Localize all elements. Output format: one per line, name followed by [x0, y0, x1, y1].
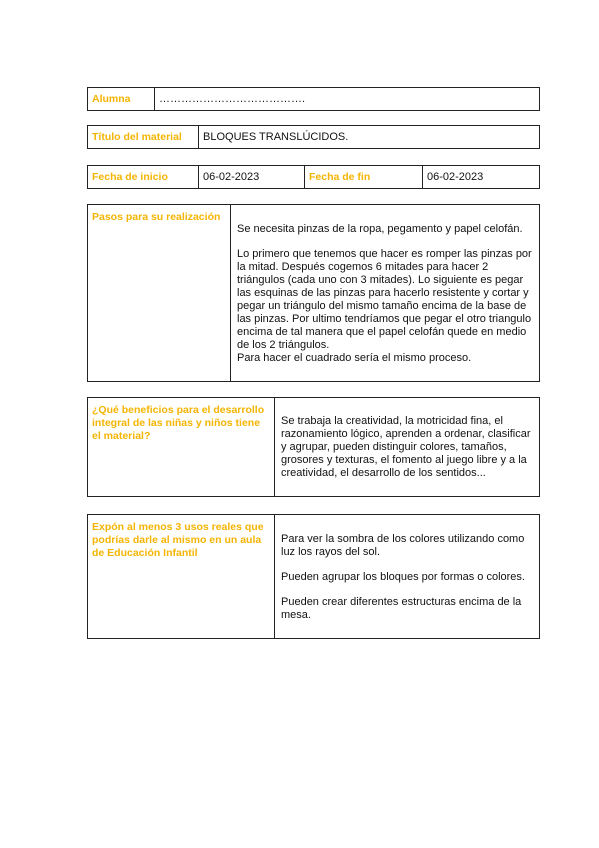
pasos-paragraph-1: Se necesita pinzas de la ropa, pegamento y papel celofán. — [237, 223, 523, 235]
usos-content — [275, 515, 540, 639]
titulo-label: Título del material — [88, 126, 199, 149]
fecha-inicio-label: Fecha de inicio — [88, 166, 199, 189]
pasos-table — [87, 204, 540, 382]
titulo-value: BLOQUES TRANSLÚCIDOS. — [199, 126, 540, 149]
pasos-label: Pasos para su realización — [88, 205, 231, 382]
fecha-fin-label: Fecha de fin — [305, 166, 423, 189]
pasos-paragraph-2: Lo primero que tenemos que hacer es romper las pinzas por la mitad. Después cogemos 6 mitades para hacer 2 triángulos (cada uno con 3 mitades). Lo siguiente es pegar las esquinas de las pinzas para hacerlo resistente y cortar y pegar un triángulo del mismo tamaño encima de la base de las pinzas. Por ultimo tendríamos que pegar el otro triangulo encima de tal manera que el papel celofán quede en medio de los 2 triángulos. — [237, 248, 532, 351]
fecha-fin-value: 06-02-2023 — [423, 166, 540, 189]
alumna-value: …………………………………. — [155, 88, 540, 111]
alumna-label: Alumna — [88, 88, 155, 111]
beneficios-text: Se trabaja la creatividad, la motricidad fina, el razonamiento lógico, aprenden a ordenar, clasificar y agrupar, pueden distinguir colores, tamaños, grosores y texturas, el fomento al juego libre y a la creatividad, el desarrollo de los sentidos... — [275, 398, 540, 497]
usos-paragraph-3: Pueden crear diferentes estructuras encima de la mesa. — [281, 596, 522, 621]
fechas-table — [87, 165, 540, 189]
usos-paragraph-2: Pueden agrupar los bloques por formas o colores. — [281, 571, 525, 583]
beneficios-table — [87, 397, 540, 497]
alumna-table — [87, 87, 540, 111]
usos-paragraph-1: Para ver la sombra de los colores utilizando como luz los rayos del sol. — [281, 533, 525, 558]
usos-table — [87, 514, 540, 639]
beneficios-label: ¿Qué beneficios para el desarrollo integral de las niñas y niños tiene el material? — [88, 398, 275, 497]
usos-label: Expón al menos 3 usos reales que podrías darle al mismo en un aula de Educación Infantil — [88, 515, 275, 639]
fecha-inicio-value: 06-02-2023 — [199, 166, 305, 189]
pasos-content — [231, 205, 540, 382]
titulo-table — [87, 125, 540, 149]
pasos-paragraph-3: Para hacer el cuadrado sería el mismo proceso. — [237, 352, 472, 364]
